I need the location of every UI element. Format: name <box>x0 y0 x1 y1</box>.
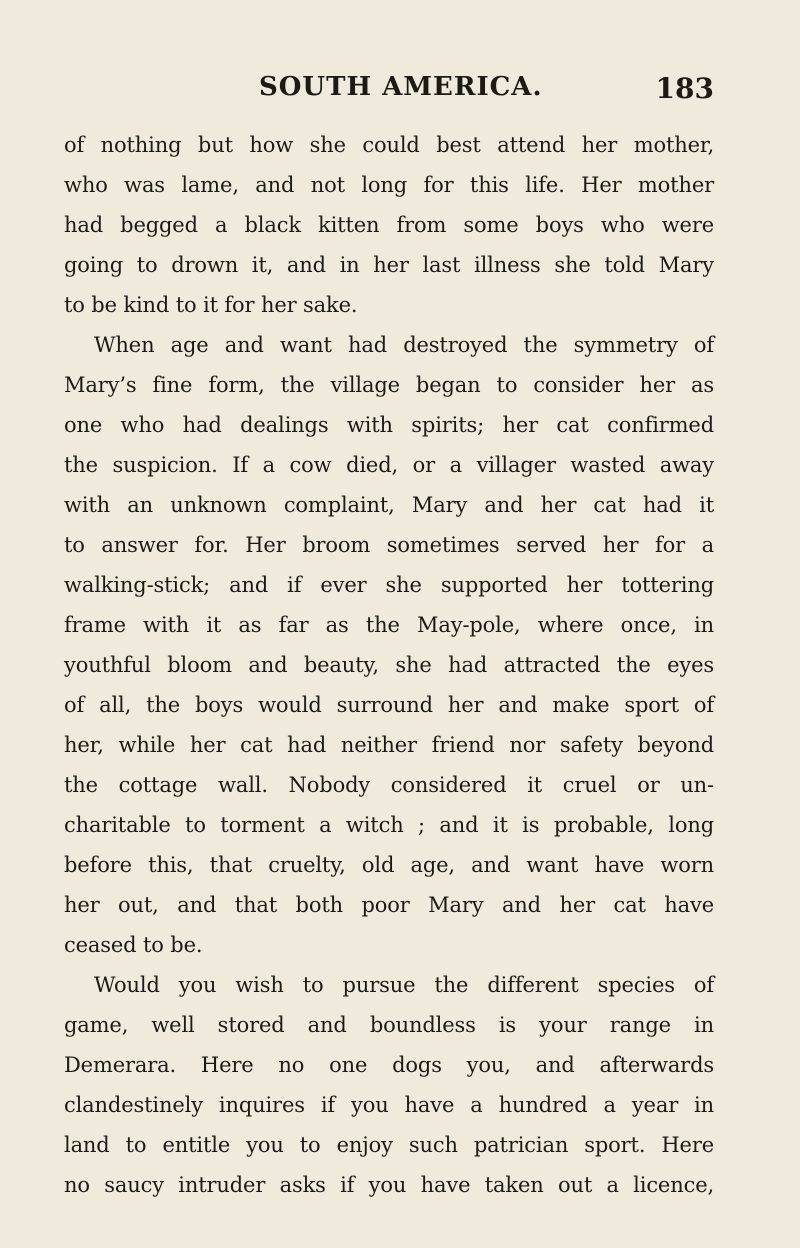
text-line: her, while her cat had neither friend nor safety beyond <box>64 733 714 757</box>
text-line: her out, and that both poor Mary and her cat have <box>64 893 714 917</box>
text-line: one who had dealings with spirits; her cat confirmed <box>64 413 714 437</box>
text-line: the cottage wall. Nobody considered it cruel or un- <box>64 773 714 797</box>
paragraph-start-line: When age and want had destroyed the symmetry of <box>94 333 714 357</box>
text-line: to be kind to it for her sake. <box>64 293 358 317</box>
text-line: had begged a black kitten from some boys who were <box>64 213 714 237</box>
body-text <box>64 125 714 1205</box>
text-line: to answer for. Her broom sometimes served her for a <box>64 533 714 557</box>
text-line: clandestinely inquires if you have a hundred a year in <box>64 1093 714 1117</box>
text-line: Mary’s fine form, the village began to consider her as <box>64 373 714 397</box>
paragraph-start-line: Would you wish to pursue the different species of <box>94 973 714 997</box>
text-line: land to entitle you to enjoy such patrician sport. Here <box>64 1133 714 1157</box>
text-line: ceased to be. <box>64 933 203 957</box>
text-line: of nothing but how she could best attend her mother, <box>64 133 714 157</box>
text-line: who was lame, and not long for this life. Her mother <box>64 173 714 197</box>
text-line: charitable to torment a witch ; and it is probable, long <box>64 813 714 837</box>
text-line: the suspicion. If a cow died, or a villager wasted away <box>64 453 714 477</box>
page-header <box>64 72 714 112</box>
text-line: game, well stored and boundless is your range in <box>64 1013 714 1037</box>
text-line: with an unknown complaint, Mary and her cat had it <box>64 493 714 517</box>
text-line: Demerara. Here no one dogs you, and afterwards <box>64 1053 714 1077</box>
running-head: SOUTH AMERICA. <box>259 72 543 102</box>
page-number: 183 <box>655 72 714 105</box>
text-line: youthful bloom and beauty, she had attracted the eyes <box>64 653 714 677</box>
text-line: frame with it as far as the May-pole, where once, in <box>64 613 714 637</box>
text-line: going to drown it, and in her last illness she told Mary <box>64 253 714 277</box>
text-line: no saucy intruder asks if you have taken out a licence, <box>64 1173 714 1197</box>
text-line: before this, that cruelty, old age, and want have worn <box>64 853 714 877</box>
text-line: of all, the boys would surround her and make sport of <box>64 693 714 717</box>
text-line: walking-stick; and if ever she supported her tottering <box>64 573 714 597</box>
